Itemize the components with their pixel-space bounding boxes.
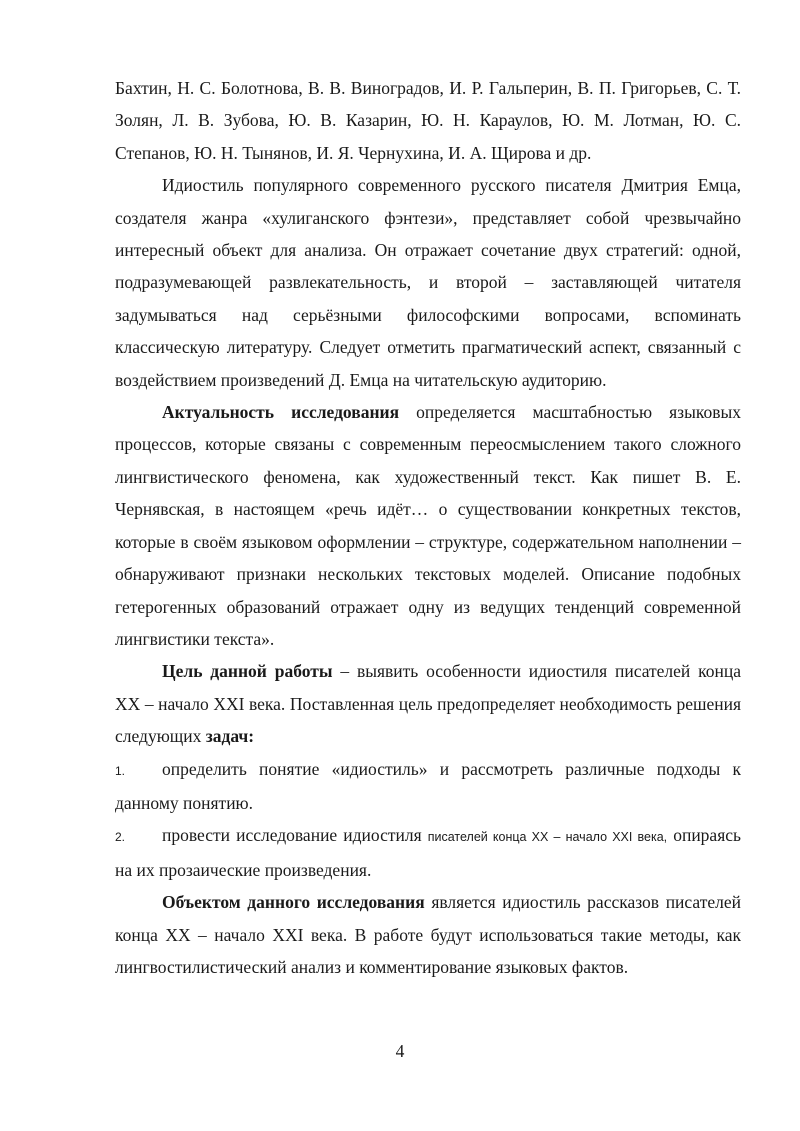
page-number: 4: [395, 1041, 405, 1061]
paragraph-authors: Бахтин, Н. С. Болотнова, В. В. Виноградов, И. Р. Гальперин, В. П. Григорьев, С. Т. Золян, Л. В. Зубова, Ю. В. Казарин, Ю. Н. Караулов, Ю. М. Лотман, Ю. С. Степанов, Ю. Н. Тынянов, И. Я. Чернухина, И. А. Щирова и др.: [115, 78, 741, 163]
paragraph-goal: [115, 655, 741, 752]
relevance-heading: Актуальность исследования: [162, 402, 400, 423]
list-item-small-text: писателей конца XX – начало XXI века,: [427, 830, 668, 845]
list-item-2: [115, 819, 741, 886]
paragraph-idiostyle-emets: Идиостиль популярного современного русского писателя Дмитрия Емца, создателя жанра «хулиганского фэнтези», представляет собой чрезвычайно интересный объект для анализа. Он отражает сочетание двух стратегий: одной, подразумевающей развлекательность, и второй – заставляющей читателя задумываться над серьёзными философскими вопросами, вспоминать классическую литературу. Следует отметить прагматический аспект, связанный с воздействием произведений Д. Емца на читательскую аудиторию.: [115, 175, 741, 390]
paragraph-object: [115, 886, 741, 983]
list-item-text-after: опираясь на их прозаические произведения.: [115, 825, 742, 880]
list-number: 2.: [115, 830, 126, 845]
object-text: является идиостиль рассказов писателей конца XX – начало XXI века. В работе будут использоваться такие методы, как лингвостилистический анализ и комментирование языковых фактов.: [115, 892, 741, 977]
paragraph-relevance: [115, 396, 741, 655]
tasks-heading: задач:: [205, 726, 255, 747]
object-heading: Объектом данного исследования: [162, 892, 425, 913]
list-item-text: провести исследование идиостиля: [162, 825, 428, 846]
page-content: [115, 72, 741, 983]
list-item-text: определить понятие «идиостиль» и рассмотреть различные подходы к данному понятию.: [115, 758, 741, 813]
goal-heading: Цель данной работы: [162, 661, 333, 682]
list-item-1: [115, 753, 741, 820]
list-number: 1.: [115, 763, 126, 778]
relevance-text: определяется масштабностью языковых процессов, которые связаны с современным переосмыслением такого сложного лингвистического феномена, как художественный текст. Как пишет В. Е. Чернявская, в настоящем «речь идёт… о существовании конкретных текстов, которые в своём языковом оформлении – структуре, содержательном наполнении – обнаруживают признаки нескольких текстовых моделей. Описание подобных гетерогенных образований отражает одну из ведущих тенденций современной лингвистики текста».: [115, 402, 741, 649]
goal-text: – выявить особенности идиостиля писателей конца XX – начало XXI века. Поставленная цель предопределяет необходимость решения следующих: [115, 661, 741, 747]
